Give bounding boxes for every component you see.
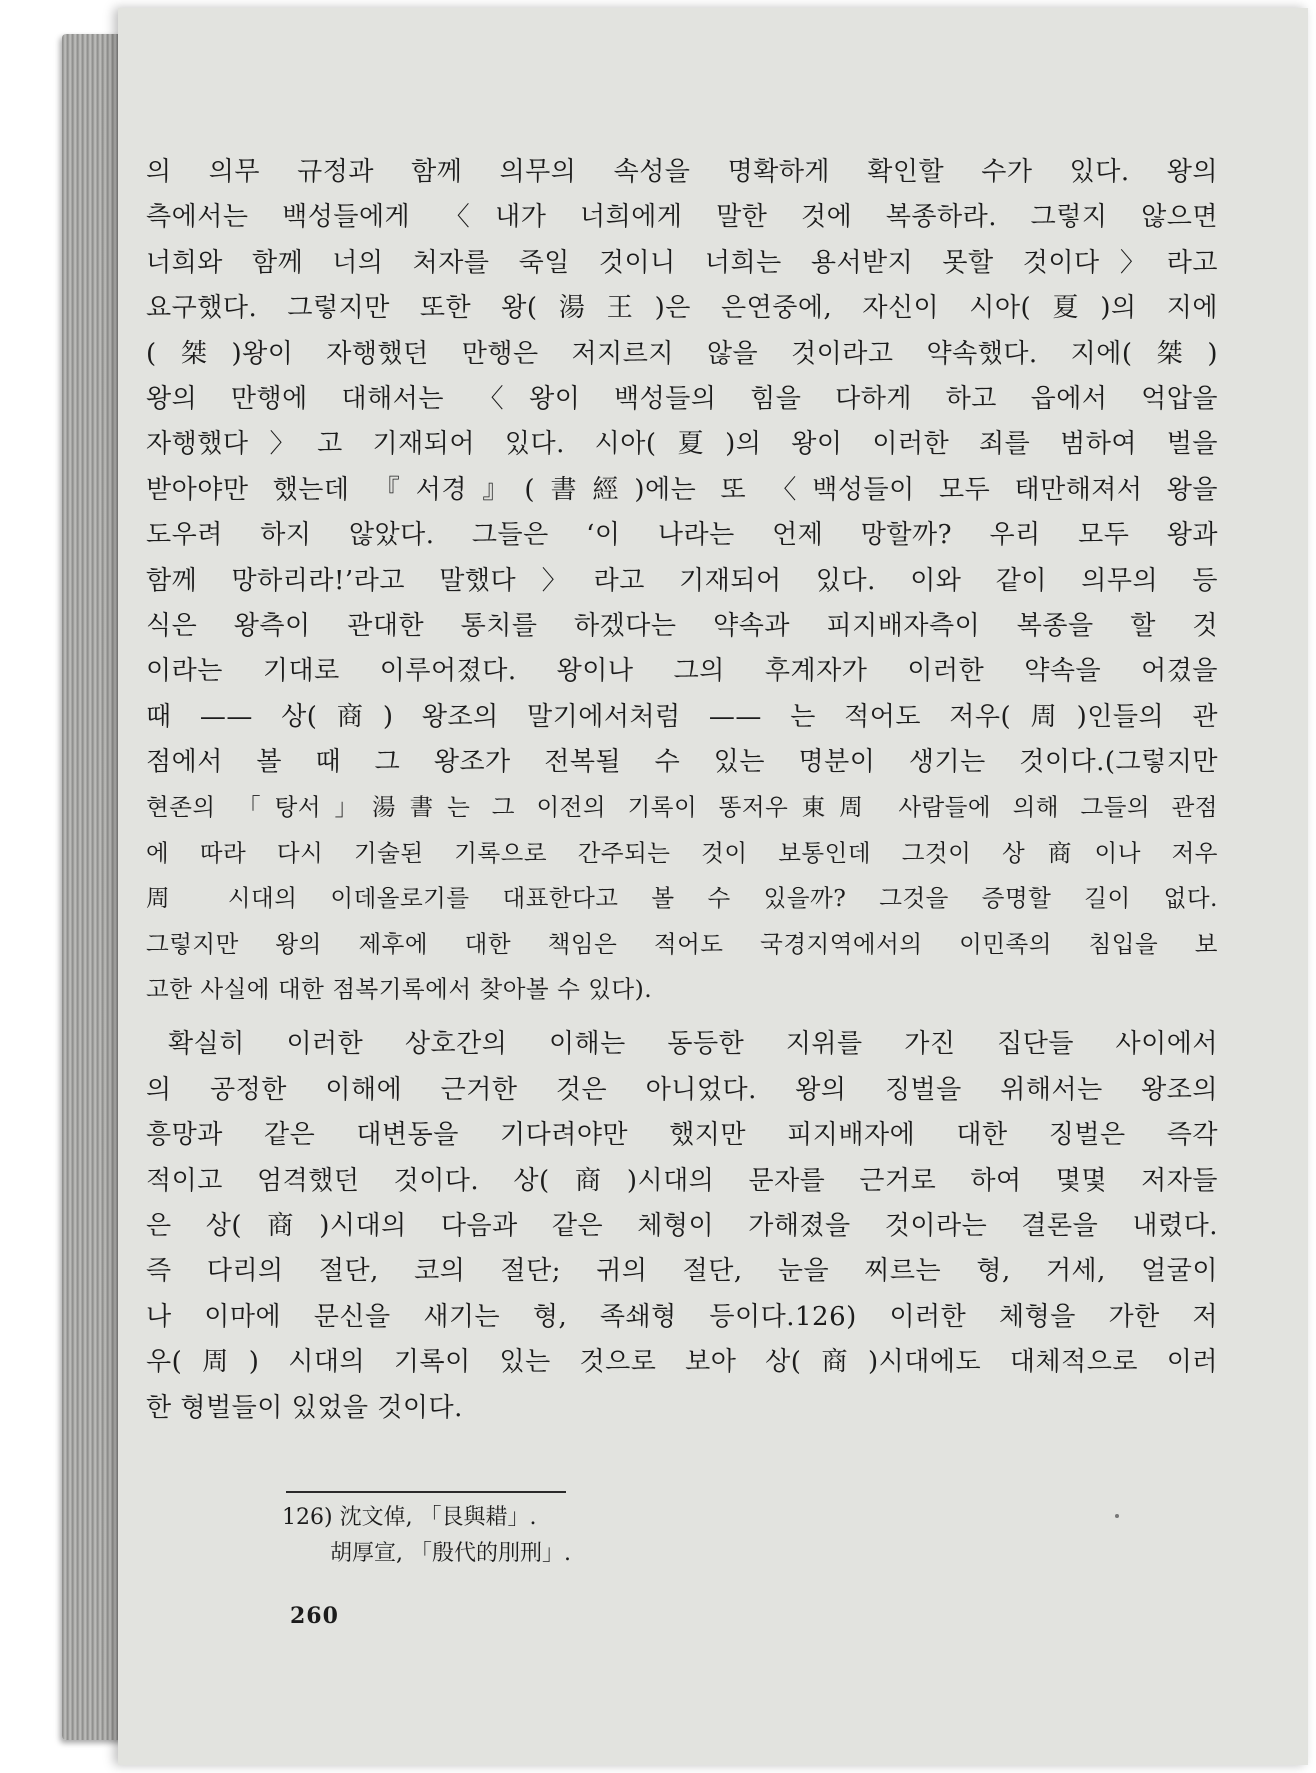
text-line: 함께 망하리라!’라고 말했다〉라고 기재되어 있다. 이와 같이 의무의 등 (146, 565, 1218, 596)
footnote-line: 胡厚宣, 「殷代的刖刑」. (330, 1541, 571, 1566)
text-line: (桀)왕이 자행했던 만행은 저지르지 않을 것이라고 약속했다. 지에(桀) (146, 338, 1218, 369)
text-line: 의 의무 규정과 함께 의무의 속성을 명확하게 확인할 수가 있다. 왕의 (146, 157, 1218, 187)
footnote-divider (286, 1491, 566, 1493)
footnote-line: 126) 沈文倬, 「艮與耤」. (282, 1505, 537, 1530)
paragraph-2 (146, 785, 1218, 1012)
text-line: 왕의 만행에 대해서는 〈왕이 백성들의 힘을 다하게 하고 읍에서 억압을 (146, 383, 1218, 414)
text-line: 고한 사실에 대한 점복기록에서 찾아볼 수 있다). (146, 975, 653, 1004)
text-line: 적이고 엄격했던 것이다. 상(商)시대의 문자를 근거로 하여 몇몇 저자들 (146, 1165, 1218, 1196)
text-line: 도우려 하지 않았다. 그들은 ‘이 나라는 언제 망할까? 우리 모두 왕과 (146, 520, 1218, 551)
text-line: 흥망과 같은 대변동을 기다려야만 했지만 피지배자에 대한 징벌은 즉각 (146, 1120, 1218, 1151)
text-line: 너희와 함께 너의 처자를 죽일 것이니 너희는 용서받지 못할 것이다〉라고 (146, 247, 1218, 278)
footnote (282, 1500, 571, 1572)
main-text (146, 150, 1218, 1431)
text-line: 자행했다〉고 기재되어 있다. 시아(夏)의 왕이 이러한 죄를 범하여 벌을 (146, 429, 1218, 460)
text-line: 현존의 「탕서」湯書는 그 이전의 기록이 똥저우東周 사람들에 의해 그들의 관점 (146, 793, 1218, 822)
text-line: 나 이마에 문신을 새기는 형, 족쇄형 등이다.126) 이러한 체형을 가한 저 (146, 1301, 1218, 1332)
text-line: 점에서 볼 때 그 왕조가 전복될 수 있는 명분이 생기는 것이다.(그렇지만 (146, 747, 1218, 778)
text-line: 周 시대의 이데올로기를 대표한다고 볼 수 있을까? 그것을 증명할 길이 없다. (146, 884, 1218, 913)
text-line: 받아야만 했는데 『서경』(書經)에는 또 〈백성들이 모두 태만해져서 왕을 (146, 474, 1218, 505)
paper-speck (1115, 1514, 1119, 1518)
paragraph-1 (146, 150, 1218, 785)
text-line: 한 형벌들이 있었을 것이다. (146, 1392, 463, 1423)
text-line: 이라는 기대로 이루어졌다. 왕이나 그의 후계자가 이러한 약속을 어겼을 (146, 656, 1218, 687)
text-line: 즉 다리의 절단, 코의 절단; 귀의 절단, 눈을 찌르는 형, 거세, 얼굴이 (146, 1256, 1218, 1287)
text-line: 측에서는 백성들에게 〈내가 너희에게 말한 것에 복종하라. 그렇지 않으면 (146, 202, 1218, 233)
page-number: 260 (290, 1603, 339, 1629)
text-line: 의 공정한 이해에 근거한 것은 아니었다. 왕의 징벌을 위해서는 왕조의 (146, 1074, 1218, 1105)
text-line: 때 —— 상(商) 왕조의 말기에서처럼 —— 는 적어도 저우(周)인들의 관 (146, 701, 1218, 732)
text-line: 그렇지만 왕의 제후에 대한 책임은 적어도 국경지역에서의 이민족의 침입을 보 (146, 929, 1218, 958)
paragraph-3 (146, 1022, 1218, 1431)
text-line: 확실히 이러한 상호간의 이해는 동등한 지위를 가진 집단들 사이에서 (168, 1029, 1218, 1060)
text-line: 식은 왕측이 관대한 통치를 하겠다는 약속과 피지배자측이 복종을 할 것 (146, 610, 1218, 641)
text-line: 우(周) 시대의 기록이 있는 것으로 보아 상(商)시대에도 대체적으로 이러 (146, 1347, 1218, 1378)
paragraph-gap (146, 1012, 1218, 1022)
text-line: 은 상(商)시대의 다음과 같은 체형이 가해졌을 것이라는 결론을 내렸다. (146, 1210, 1218, 1241)
text-line: 에 따라 다시 기술된 기록으로 간주되는 것이 보통인데 그것이 상商이나 저우 (146, 838, 1218, 867)
text-line: 요구했다. 그렇지만 또한 왕(湯王)은 은연중에, 자신이 시아(夏)의 지에 (146, 293, 1218, 324)
